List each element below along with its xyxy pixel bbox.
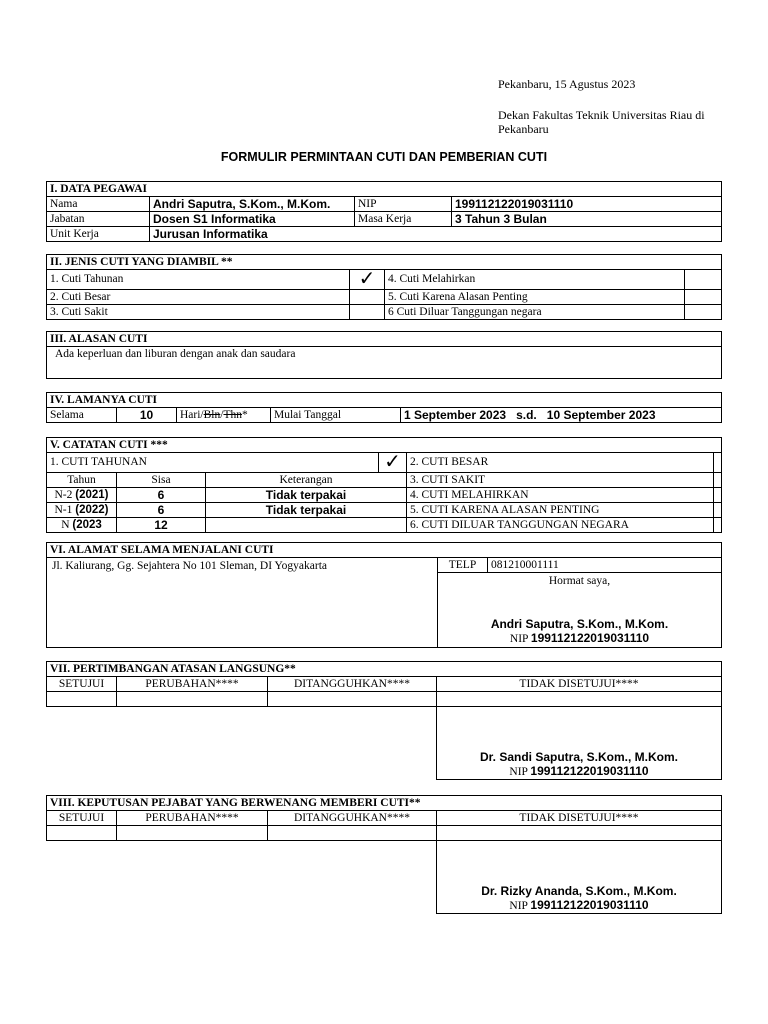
tahun-year: (2022) bbox=[75, 503, 109, 516]
tahun-cell bbox=[47, 488, 117, 503]
unit-bln: Bln bbox=[203, 408, 221, 421]
unit-sep: / bbox=[220, 408, 224, 421]
telp-value: 081210001111 bbox=[488, 558, 722, 573]
reason-text: Ada keperluan dan liburan dengan anak dan saudara bbox=[47, 347, 722, 379]
form-title: FORMULIR PERMINTAAN CUTI DAN PEMBERIAN CUTI bbox=[220, 150, 548, 164]
unit-kerja-value: Jurusan Informatika bbox=[150, 227, 722, 242]
selama-value: 10 bbox=[117, 408, 177, 423]
nip-label: NIP bbox=[509, 900, 531, 912]
cuti-option-4-check[interactable] bbox=[685, 270, 722, 290]
sisa-value: 12 bbox=[117, 518, 206, 533]
recipient-line-2: Pekanbaru bbox=[498, 122, 549, 136]
tahun-cell bbox=[47, 503, 117, 518]
nama-label: Nama bbox=[47, 197, 150, 212]
cuti-option-5: 5. Cuti Karena Alasan Penting bbox=[385, 290, 685, 305]
cuti-option-5-check[interactable] bbox=[685, 290, 722, 305]
col-tidak-disetujui: TIDAK DISETUJUI**** bbox=[437, 677, 722, 692]
col-perubahan: PERUBAHAN**** bbox=[117, 677, 268, 692]
unit-hari: Hari/ bbox=[180, 408, 204, 421]
catatan-item-6: 6. CUTI DILUAR TANGGUNGAN NEGARA bbox=[407, 518, 714, 533]
section-catatan-cuti bbox=[46, 437, 722, 533]
nip-value: 199112122019031110 bbox=[530, 631, 650, 645]
catatan-item-4: 4. CUTI MELAHIRKAN bbox=[407, 488, 714, 503]
tahun-cell bbox=[47, 518, 117, 533]
recipient-line-1: Dekan Fakultas Teknik Universitas Riau di bbox=[498, 108, 705, 122]
mulai-tanggal-label: Mulai Tanggal bbox=[271, 408, 401, 423]
section-heading: IV. LAMANYA CUTI bbox=[47, 393, 722, 408]
keterangan-value: Tidak terpakai bbox=[206, 503, 407, 518]
section-heading: VIII. KEPUTUSAN PEJABAT YANG BERWENANG MEMBERI CUTI** bbox=[47, 796, 722, 811]
duration-unit bbox=[177, 408, 271, 423]
catatan-item-2-box[interactable] bbox=[714, 453, 722, 473]
section-heading: II. JENIS CUTI YANG DIAMBIL ** bbox=[47, 255, 722, 270]
jabatan-label: Jabatan bbox=[47, 212, 150, 227]
sisa-value: 6 bbox=[117, 503, 206, 518]
setujui-cell[interactable] bbox=[47, 692, 117, 707]
signer-name: Dr. Rizky Ananda, S.Kom., M.Kom. bbox=[481, 884, 677, 898]
sisa-value: 6 bbox=[117, 488, 206, 503]
date-range bbox=[401, 408, 722, 423]
section-heading: V. CATATAN CUTI *** bbox=[47, 438, 722, 453]
checkmark-icon: ✓ bbox=[358, 269, 376, 290]
tahun-year: (2023 bbox=[72, 518, 102, 531]
cuti-option-2: 2. Cuti Besar bbox=[47, 290, 350, 305]
section-alasan-cuti bbox=[46, 331, 722, 379]
tidak-disetujui-cell[interactable] bbox=[437, 826, 722, 841]
cuti-option-4: 4. Cuti Melahirkan bbox=[385, 270, 685, 290]
unit-thn: Thn bbox=[223, 408, 242, 421]
catatan-item-6-box[interactable] bbox=[714, 518, 722, 533]
cuti-option-3: 3. Cuti Sakit bbox=[47, 305, 350, 320]
cuti-option-6-check[interactable] bbox=[685, 305, 722, 320]
checkmark-icon: ✓ bbox=[384, 452, 401, 473]
section-pertimbangan-atasan bbox=[46, 661, 722, 780]
section-heading: VII. PERTIMBANGAN ATASAN LANGSUNG** bbox=[47, 662, 722, 677]
tahun-year: (2021) bbox=[75, 488, 109, 501]
signer-nip bbox=[438, 632, 721, 646]
signer-nip bbox=[437, 899, 721, 913]
catatan-item-3: 3. CUTI SAKIT bbox=[407, 473, 714, 488]
cuti-option-6: 6 Cuti Diluar Tanggungan negara bbox=[385, 305, 685, 320]
ditangguhkan-cell[interactable] bbox=[268, 692, 437, 707]
masa-kerja-label: Masa Kerja bbox=[355, 212, 452, 227]
blank-area bbox=[47, 841, 437, 914]
nip-value: 199112122019031110 bbox=[530, 764, 649, 778]
tidak-disetujui-cell[interactable] bbox=[437, 692, 722, 707]
col-setujui: SETUJUI bbox=[47, 677, 117, 692]
signature-box bbox=[438, 573, 722, 648]
nama-value: Andri Saputra, S.Kom., M.Kom. bbox=[150, 197, 355, 212]
telp-label: TELP bbox=[438, 558, 488, 573]
col-perubahan: PERUBAHAN**** bbox=[117, 811, 268, 826]
col-setujui: SETUJUI bbox=[47, 811, 117, 826]
section-jenis-cuti bbox=[46, 254, 722, 320]
place-date: Pekanbaru, 15 Agustus 2023 bbox=[498, 77, 636, 91]
setujui-cell[interactable] bbox=[47, 826, 117, 841]
keterangan-value bbox=[206, 518, 407, 533]
start-date: 1 September 2023 bbox=[404, 407, 507, 422]
end-date: 10 September 2023 bbox=[546, 407, 656, 422]
nip-label: NIP bbox=[509, 766, 531, 778]
jabatan-value: Dosen S1 Informatika bbox=[150, 212, 355, 227]
catatan-item-4-box[interactable] bbox=[714, 488, 722, 503]
masa-kerja-value: 3 Tahun 3 Bulan bbox=[452, 212, 722, 227]
tahun-prefix: N-1 bbox=[54, 503, 76, 516]
signature-box bbox=[437, 841, 722, 914]
cuti-tahunan-check[interactable] bbox=[379, 453, 407, 473]
section-heading: VI. ALAMAT SELAMA MENJALANI CUTI bbox=[47, 543, 722, 558]
signer-name: Dr. Sandi Saputra, S.Kom., M.Kom. bbox=[479, 750, 679, 764]
blank-area bbox=[47, 707, 437, 780]
perubahan-cell[interactable] bbox=[117, 826, 268, 841]
tahun-prefix: N bbox=[61, 518, 73, 531]
section-lamanya-cuti bbox=[46, 392, 722, 423]
cuti-tahunan-label: 1. CUTI TAHUNAN bbox=[47, 453, 379, 473]
catatan-item-5: 5. CUTI KARENA ALASAN PENTING bbox=[407, 503, 714, 518]
catatan-item-3-box[interactable] bbox=[714, 473, 722, 488]
nip-label: NIP bbox=[509, 633, 531, 645]
col-tahun: Tahun bbox=[47, 473, 117, 488]
keterangan-value: Tidak terpakai bbox=[206, 488, 407, 503]
catatan-item-5-box[interactable] bbox=[714, 503, 722, 518]
sd-label: s.d. bbox=[516, 407, 537, 422]
perubahan-cell[interactable] bbox=[117, 692, 268, 707]
col-ditangguhkan: DITANGGUHKAN**** bbox=[268, 811, 437, 826]
section-keputusan-pejabat bbox=[46, 795, 722, 914]
hormat-saya: Hormat saya, bbox=[548, 575, 611, 587]
section-data-pegawai bbox=[46, 181, 722, 242]
cuti-option-1: 1. Cuti Tahunan bbox=[47, 270, 350, 290]
unit-kerja-label: Unit Kerja bbox=[47, 227, 150, 242]
cuti-option-3-check[interactable] bbox=[350, 305, 385, 320]
col-sisa: Sisa bbox=[117, 473, 206, 488]
section-heading: I. DATA PEGAWAI bbox=[47, 182, 722, 197]
signer-nip bbox=[437, 765, 721, 779]
col-tidak-disetujui: TIDAK DISETUJUI**** bbox=[437, 811, 722, 826]
nip-value: 199112122019031110 bbox=[530, 898, 649, 912]
nip-value: 199112122019031110 bbox=[452, 197, 722, 212]
cuti-option-1-check[interactable] bbox=[350, 270, 385, 290]
selama-label: Selama bbox=[47, 408, 117, 423]
col-ditangguhkan: DITANGGUHKAN**** bbox=[268, 677, 437, 692]
signer-name: Andri Saputra, S.Kom., M.Kom. bbox=[490, 617, 669, 631]
section-heading: III. ALASAN CUTI bbox=[47, 332, 722, 347]
ditangguhkan-cell[interactable] bbox=[268, 826, 437, 841]
col-keterangan: Keterangan bbox=[206, 473, 407, 488]
cuti-option-2-check[interactable] bbox=[350, 290, 385, 305]
signature-box bbox=[437, 707, 722, 780]
address-text: Jl. Kaliurang, Gg. Sejahtera No 101 Sleman, DI Yogyakarta bbox=[47, 558, 438, 648]
nip-label: NIP bbox=[355, 197, 452, 212]
unit-star: * bbox=[242, 408, 248, 421]
catatan-item-2: 2. CUTI BESAR bbox=[407, 453, 714, 473]
section-alamat bbox=[46, 542, 722, 648]
tahun-prefix: N-2 bbox=[54, 488, 76, 501]
